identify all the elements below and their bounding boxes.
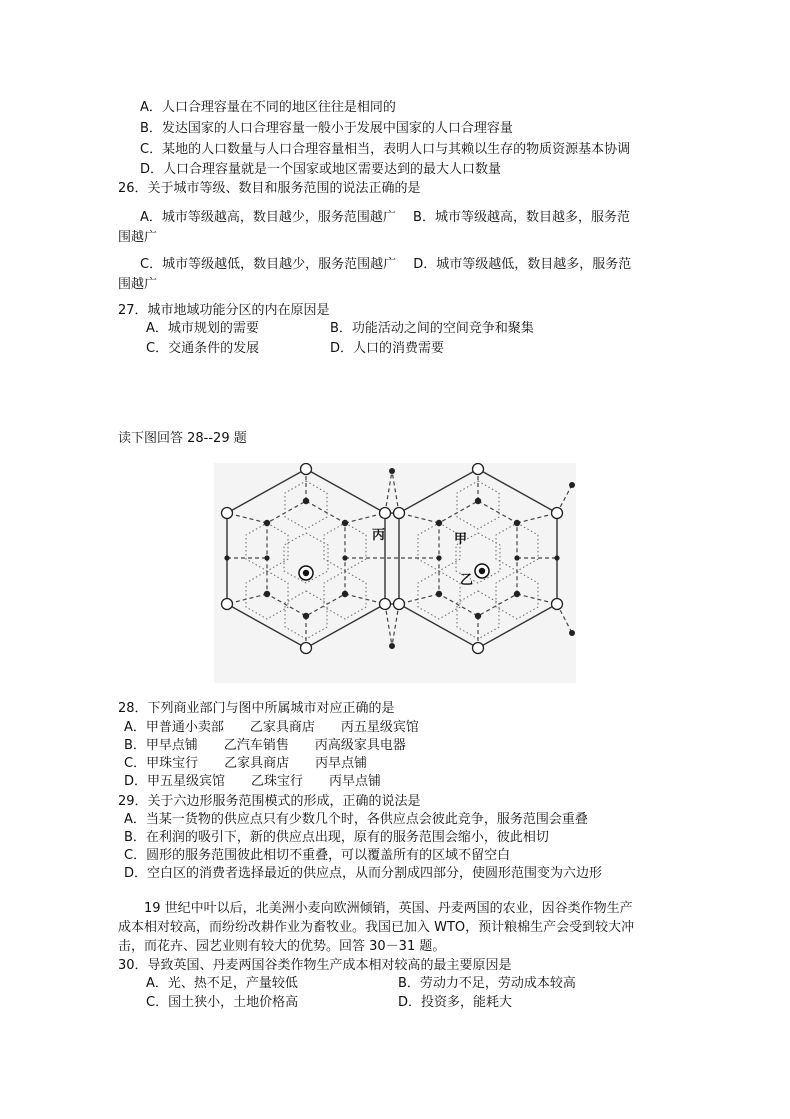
label-jia: 甲 — [454, 532, 468, 547]
q26-options-cd: C．城市等级越低，数目越少，服务范围越广 D．城市等级越低，数目越多，服务范 — [140, 257, 632, 272]
central-city-left — [299, 566, 313, 580]
q26-options-ab: A．城市等级越高，数目越少，服务范围越广 B．城市等级越高，数目越多，服务范 — [140, 210, 630, 225]
passage-line-1: 19 世纪中叶以后，北美洲小麦向欧洲倾销，英国、丹麦两国的农业，因谷类作物生产 — [118, 901, 633, 916]
city-marker — [301, 464, 312, 475]
q29-stem: 29．关于六边形服务范围模式的形成，正确的说法是 — [118, 794, 421, 809]
q30-option-d: D．投资多，能耗大 — [398, 995, 513, 1010]
q27-stem: 27．城市地域功能分区的内在原因是 — [118, 303, 330, 318]
hexagon-diagram-svg — [214, 463, 576, 683]
q26-stem: 26．关于城市等级、数目和服务范围的说法正确的是 — [118, 181, 421, 196]
q29-option-d: D．空白区的消费者选择最近的供应点，从而分割成四部分，使圆形范围变为六边形 — [124, 866, 603, 881]
q28-option-b: B．甲早点铺 乙汽车销售 丙高级家具电器 — [124, 738, 406, 753]
figure-intro: 读下图回答 28--29 题 — [118, 431, 247, 446]
q28-option-a: A．甲普通小卖部 乙家具商店 丙五星级宾馆 — [124, 720, 419, 735]
q25-option-b: B．发达国家的人口合理容量一般小于发展中国家的人口合理容量 — [140, 121, 513, 136]
q25-option-d: D．人口合理容量就是一个国家或地区需要达到的最大人口数量 — [140, 162, 502, 177]
q29-option-b: B．在利润的吸引下，新的供应点出现，原有的服务范围会缩小，彼此相切 — [124, 830, 549, 845]
q27-option-c: C．交通条件的发展 — [146, 341, 260, 356]
label-bing: 丙 — [372, 528, 386, 543]
q26-options-cd-cont: 围越广 — [118, 277, 158, 292]
q29-option-a: A．当某一货物的供应点只有少数几个时，各供应点会彼此竞争，服务范围会重叠 — [124, 812, 588, 827]
q30-option-b: B．劳动力不足，劳动成本较高 — [398, 976, 576, 991]
q27-option-b: B．功能活动之间的空间竞争和聚集 — [330, 321, 534, 336]
passage-line-2: 成本相对较高，而纷纷改耕作业为畜牧业。我国已加入 WTO，预计粮棉生产会受到较大冲 — [118, 920, 635, 935]
q25-option-a: A．人口合理容量在不同的地区往往是相同的 — [140, 100, 396, 115]
hexagon-service-area-diagram — [214, 463, 576, 683]
q27-option-a: A．城市规划的需要 — [146, 321, 259, 336]
q29-option-c: C．圆形的服务范围彼此相切不重叠，可以覆盖所有的区域不留空白 — [124, 848, 511, 863]
q28-option-d: D．甲五星级宾馆 乙珠宝行 丙早点铺 — [124, 774, 382, 789]
q27-option-d: D．人口的消费需要 — [330, 341, 445, 356]
q30-option-c: C．国土狭小，土地价格高 — [146, 995, 299, 1010]
passage-line-3: 击，而花卉、园艺业则有较大的优势。回答 30－31 题。 — [118, 939, 446, 954]
label-yi: 乙 — [460, 573, 474, 588]
q26-options-ab-cont: 围越广 — [118, 230, 158, 245]
q25-option-c: C．某地的人口数量与人口合理容量相当，表明人口与其赖以生存的物质资源基本协调 — [140, 142, 631, 157]
central-city-right — [475, 564, 489, 578]
q30-option-a: A．光、热不足，产量较低 — [146, 976, 298, 991]
q30-stem: 30．导致英国、丹麦两国谷类作物生产成本相对较高的最主要原因是 — [118, 958, 512, 973]
q28-option-c: C．甲珠宝行 乙家具商店 丙早点铺 — [124, 756, 368, 771]
q28-stem: 28．下列商业部门与图中所属城市对应正确的是 — [118, 701, 395, 716]
